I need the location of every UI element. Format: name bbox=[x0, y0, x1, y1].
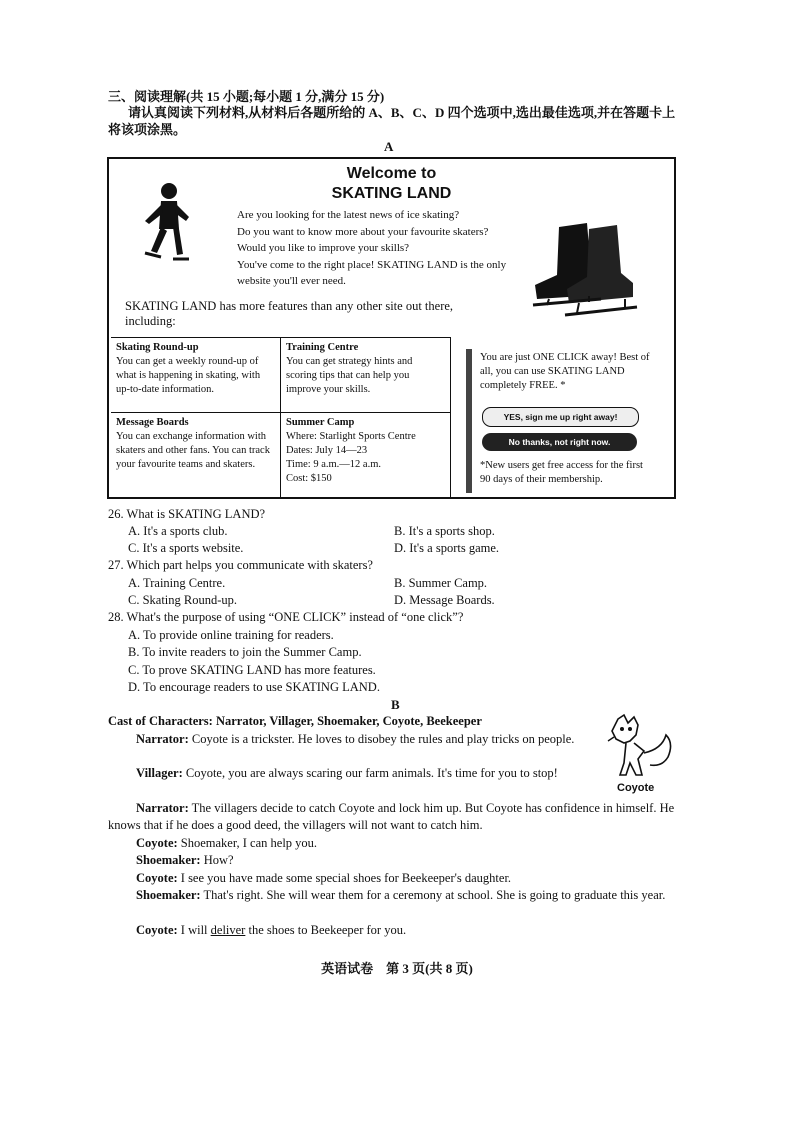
question-27: 27. Which part helps you communicate with skaters? bbox=[108, 558, 373, 572]
page-footer: 英语试卷 第 3 页(共 8 页) bbox=[321, 961, 473, 976]
passage-a-label: A bbox=[384, 139, 394, 154]
camp-where: Where: Starlight Sports Centre bbox=[286, 431, 416, 442]
question-28: 28. What's the purpose of using “ONE CLICK” instead of “one click”? bbox=[108, 610, 464, 624]
feature-message-boards bbox=[111, 413, 281, 498]
line-text: How? bbox=[200, 853, 234, 867]
speaker: Villager: bbox=[136, 766, 183, 780]
speaker: Shoemaker: bbox=[136, 888, 201, 902]
feature-title: Summer Camp bbox=[286, 417, 355, 428]
feature-title: Training Centre bbox=[286, 342, 359, 353]
feature-summer-camp bbox=[281, 413, 451, 498]
line-text: I see you have made some special shoes for Beekeeper's daughter. bbox=[177, 871, 512, 885]
option-d[interactable]: D. It's a sports game. bbox=[394, 541, 500, 555]
option-b[interactable]: B. It's a sports shop. bbox=[394, 524, 495, 538]
intro-line: Are you looking for the latest news of ice skating? bbox=[237, 209, 460, 221]
option-c[interactable]: C. It's a sports website. bbox=[128, 541, 244, 555]
coyote-illustration bbox=[604, 713, 684, 788]
line-text: That's right. She will wear them for a ceremony at school. She is going to graduate this year. bbox=[200, 888, 666, 902]
speaker: Shoemaker: bbox=[136, 853, 201, 867]
advert-intro bbox=[237, 207, 537, 290]
line-text: Coyote is a trickster. He loves to disobey the rules and play tricks on people. bbox=[188, 732, 575, 746]
question-26: 26. What is SKATING LAND? bbox=[108, 507, 266, 521]
feature-title: Skating Round-up bbox=[116, 342, 199, 353]
script-line-shoemaker bbox=[108, 887, 680, 904]
cast-of-characters: Cast of Characters: Narrator, Villager, Shoemaker, Coyote, Beekeeper bbox=[108, 714, 482, 728]
option-a[interactable]: A. It's a sports club. bbox=[128, 524, 228, 538]
feature-text: You can get a weekly round-up of what is happening in skating, with up-to-date information. bbox=[116, 356, 261, 395]
script-line-coyote bbox=[108, 922, 680, 939]
ice-skates-illustration bbox=[529, 219, 649, 329]
advert-title: SKATING LAND bbox=[331, 185, 452, 202]
line-text: Coyote, you are always scaring our farm animals. It's time for you to stop! bbox=[182, 766, 558, 780]
feature-training-centre bbox=[281, 338, 451, 413]
feature-skating-roundup bbox=[111, 338, 281, 413]
decline-button[interactable]: No thanks, not right now. bbox=[482, 433, 637, 451]
option-a[interactable]: A. Training Centre. bbox=[128, 576, 226, 590]
speaker: Coyote: bbox=[136, 836, 178, 850]
script-line-narrator bbox=[108, 800, 680, 834]
script-line-villager bbox=[108, 765, 596, 782]
option-b[interactable]: B. Summer Camp. bbox=[394, 576, 488, 590]
section-instruction: 请认真阅读下列材料,从材料后各题所给的 A、B、C、D 四个选项中,选出最佳选项,并在答题卡上将该项涂黑。 bbox=[108, 105, 676, 137]
speaker: Coyote: bbox=[136, 923, 178, 937]
feature-title: Message Boards bbox=[116, 417, 189, 428]
welcome-line: Welcome to bbox=[346, 165, 437, 182]
line-text: the shoes to Beekeeper for you. bbox=[245, 923, 407, 937]
script-line-narrator bbox=[108, 731, 596, 748]
speaker: Narrator: bbox=[136, 732, 189, 746]
option-d[interactable]: D. Message Boards. bbox=[394, 593, 495, 607]
script-line-coyote bbox=[108, 870, 680, 887]
passage-b-label: B bbox=[391, 697, 400, 712]
script-line-coyote bbox=[108, 835, 680, 852]
speaker: Narrator: bbox=[136, 801, 189, 815]
camp-dates: Dates: July 14—23 bbox=[286, 445, 368, 456]
intro-line: Would you like to improve your skills? bbox=[237, 242, 410, 254]
speaker: Coyote: bbox=[136, 871, 178, 885]
option-c[interactable]: C. To prove SKATING LAND has more features. bbox=[128, 663, 376, 677]
intro-line: Do you want to know more about your favourite skaters? bbox=[237, 225, 489, 238]
feature-text: You can get strategy hints and scoring tips that can help you improve your skills. bbox=[286, 356, 413, 395]
section-heading: 三、阅读理解(共 15 小题;每小题 1 分,满分 15 分) bbox=[108, 89, 385, 104]
line-text: The villagers decide to catch Coyote and lock him up. But Coyote has confidence in himself. He knows that if he does a good deed, the villagers will not want to catch him. bbox=[108, 801, 675, 832]
option-b[interactable]: B. To invite readers to join the Summer Camp. bbox=[128, 645, 362, 659]
features-line: SKATING LAND has more features than any other site out there, including: bbox=[125, 299, 454, 328]
signup-text: You are just ONE CLICK away! Best of all, you can use SKATING LAND completely FREE. * bbox=[480, 352, 650, 391]
intro-line: You've come to the right place! SKATING LAND is the only website you'll ever need. bbox=[237, 258, 507, 287]
skating-land-advert bbox=[107, 157, 676, 499]
feature-text: You can exchange information with skaters and other fans. You can track your favourite teams and skaters. bbox=[116, 431, 270, 470]
line-text: Shoemaker, I can help you. bbox=[177, 836, 318, 850]
signup-note: *New users get free access for the first 90 days of their membership. bbox=[480, 460, 643, 485]
option-c[interactable]: C. Skating Round-up. bbox=[128, 593, 238, 607]
sign-up-button[interactable]: YES, sign me up right away! bbox=[482, 407, 639, 427]
features-table bbox=[111, 337, 451, 498]
option-a[interactable]: A. To provide online training for readers. bbox=[128, 628, 334, 642]
line-text: I will bbox=[177, 923, 211, 937]
underlined-word: deliver bbox=[210, 923, 246, 937]
script-line-shoemaker bbox=[108, 852, 680, 869]
camp-time: Time: 9 a.m.—12 a.m. bbox=[286, 459, 381, 470]
option-d[interactable]: D. To encourage readers to use SKATING LAND. bbox=[128, 680, 380, 694]
camp-cost: Cost: $150 bbox=[286, 473, 332, 484]
signup-panel bbox=[464, 349, 654, 499]
coyote-caption: Coyote bbox=[617, 782, 655, 794]
scrollbar-decoration bbox=[466, 349, 472, 493]
